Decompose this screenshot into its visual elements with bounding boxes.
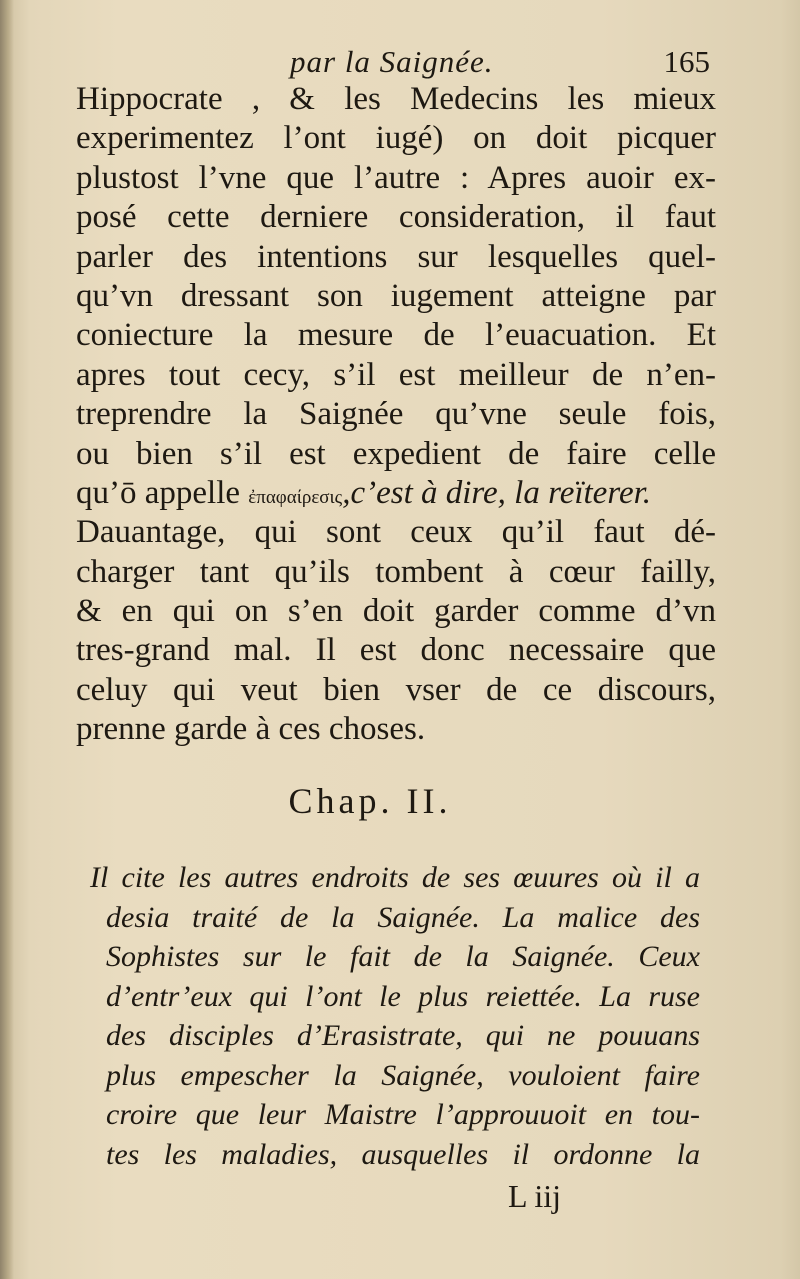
greek-word: ἐπαφαίρεσις (248, 486, 343, 508)
summary-line: tes les maladies, ausquelles il ordonne la (106, 1137, 700, 1171)
page-gutter (0, 0, 14, 1279)
text-line-greek (76, 474, 716, 513)
line-roman-part: qu’ō appelle (76, 474, 249, 511)
chapter-summary (90, 858, 700, 1174)
chapter-title: Chap. II. (288, 781, 452, 821)
running-head: par la Saignée. (290, 44, 494, 79)
summary-line: d’entr’eux qui l’ont le plus reiettée. La ruse (106, 979, 700, 1013)
text-line: tres-grand mal. Il est donc necessaire que (76, 632, 716, 669)
summary-line: des disciples d’Erasistrate, qui ne pouuans (106, 1019, 700, 1052)
page-number: 165 (663, 44, 710, 79)
summary-line: Il cite les autres endroits de ses œuures où il a (90, 861, 700, 894)
text-line: posé cette derniere consideration, il faut (76, 199, 716, 236)
summary-line: Sophistes sur le fait de la Saignée. Ceux (106, 940, 700, 973)
text-line: coniecture la mesure de l’euacuation. Et (76, 317, 716, 354)
text-line: Hippocrate , & les Medecins les mieux (76, 81, 716, 117)
text-line: Dauantage, qui sont ceux qu’il faut dé- (76, 514, 716, 551)
summary-line: desia traité de la Saignée. La malice des (106, 900, 700, 934)
text-line: apres tout cecy, s’il est meilleur de n’en- (76, 356, 716, 393)
text-line: plustost l’vne que l’autre : Apres auoir ex- (76, 159, 716, 196)
text-line: ou bien s’il est expedient de faire celle (76, 435, 716, 472)
page-header (90, 44, 710, 84)
text-line: celuy qui veut bien vser de ce discours, (76, 671, 716, 708)
text-line: charger tant qu’ils tombent à cœur failly, (76, 553, 716, 590)
text-line: qu’vn dressant son iugement atteigne par (76, 277, 716, 314)
text-line: & en qui on s’en doit garder comme d’vn (76, 593, 716, 630)
line-italic-part: ,c’est à dire, la reïterer. (342, 474, 652, 511)
summary-line: plus empescher la Saignée, vouloient faire (106, 1058, 700, 1092)
body-text (76, 80, 716, 750)
summary-line: croire que leur Maistre l’approuuoit en tou- (106, 1098, 700, 1131)
text-line: experimentez l’ont iugé) on doit picquer (76, 120, 716, 157)
text-line: parler des intentions sur lesquelles quel- (76, 238, 716, 275)
text-line: prenne garde à ces choses. (76, 711, 426, 748)
text-line: treprendre la Saignée qu’vne seule fois, (76, 396, 716, 433)
signature-mark: L iij (508, 1178, 562, 1214)
